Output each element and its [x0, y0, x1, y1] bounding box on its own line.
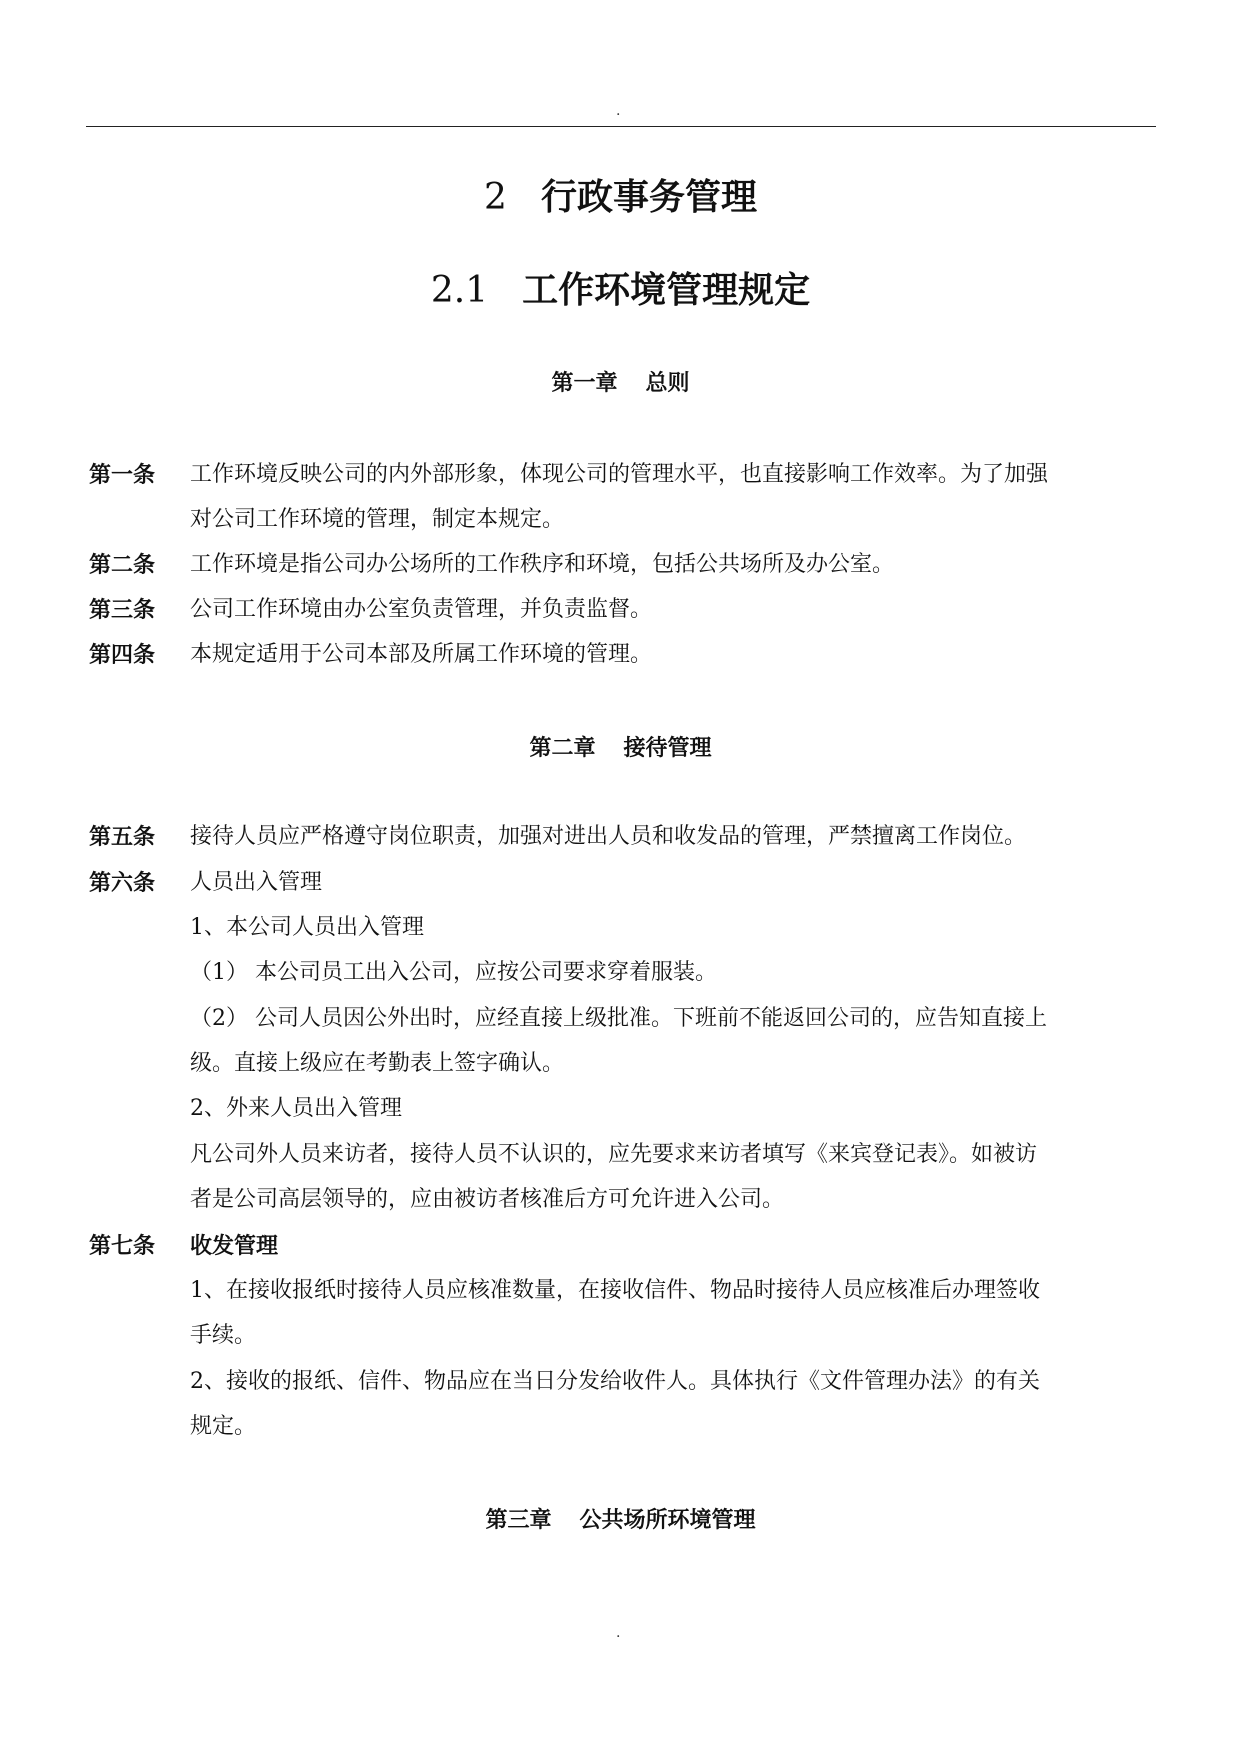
paragraph: 2、接收的报纸、信件、物品应在当日分发给收件人。具体执行《文件管理办法》的有关 [190, 1369, 1040, 1394]
page-title [0, 175, 1241, 220]
title-text: 行政事务管理 [540, 176, 757, 218]
paragraph: 凡公司外人员来访者，接待人员不认识的，应先要求来访者填写《来宾登记表》。如被访 [190, 1142, 1038, 1167]
article-label: 第七条 [89, 1233, 156, 1259]
chapter-label: 第二章 [529, 735, 596, 761]
article-text: 本规定适用于公司本部及所属工作环境的管理。 [190, 642, 653, 667]
article-text: 收发管理 [190, 1233, 279, 1259]
chapter-label: 第一章 [551, 370, 618, 396]
article-label: 第六条 [89, 870, 156, 896]
list-item: （2） 公司人员因公外出时，应经直接上级批准。下班前不能返回公司的，应告知直接上 [190, 1006, 1047, 1031]
subtitle-text: 工作环境管理规定 [522, 269, 811, 311]
article-label: 第三条 [89, 597, 156, 623]
paragraph: 者是公司高层领导的，应由被访者核准后方可允许进入公司。 [190, 1187, 785, 1212]
article-text: 对公司工作环境的管理，制定本规定。 [190, 507, 565, 532]
sub-heading: 2、外来人员出入管理 [190, 1096, 402, 1121]
article-text: 工作环境反映公司的内外部形象，体现公司的管理水平，也直接影响工作效率。为了加强 [190, 462, 1049, 487]
article-label: 第一条 [89, 462, 156, 488]
list-item-continued: 级。直接上级应在考勤表上签字确认。 [190, 1051, 565, 1076]
sub-heading: 1、本公司人员出入管理 [190, 915, 424, 940]
chapter-heading [0, 733, 1241, 763]
chapter-title: 总则 [645, 370, 690, 396]
article-text: 接待人员应严格遵守岗位职责，加强对进出人员和收发品的管理，严禁擅离工作岗位。 [190, 824, 1027, 849]
article-text: 公司工作环境由办公室负责管理，并负责监督。 [190, 597, 653, 622]
article-label: 第四条 [89, 642, 156, 668]
chapter-heading [0, 368, 1241, 398]
paragraph: 1、在接收报纸时接待人员应核准数量，在接收信件、物品时接待人员应核准后办理签收 [190, 1278, 1040, 1303]
footer-mark: . [616, 1625, 621, 1641]
title-number: 2 [484, 177, 507, 218]
chapter-title: 接待管理 [623, 735, 712, 761]
paragraph: 规定。 [190, 1414, 257, 1439]
chapter-heading [0, 1505, 1241, 1535]
section-title [0, 268, 1241, 313]
article-label: 第五条 [89, 824, 156, 850]
list-item: （1） 本公司员工出入公司，应按公司要求穿着服装。 [190, 960, 717, 985]
article-text: 工作环境是指公司办公场所的工作秩序和环境，包括公共场所及办公室。 [190, 552, 895, 577]
header-mark: . [616, 103, 621, 119]
paragraph: 手续。 [190, 1323, 257, 1348]
subtitle-number: 2.1 [430, 270, 489, 311]
header-rule [86, 126, 1156, 127]
article-label: 第二条 [89, 552, 156, 578]
article-text: 人员出入管理 [190, 870, 323, 895]
chapter-label: 第三章 [485, 1507, 552, 1533]
chapter-title: 公共场所环境管理 [579, 1507, 756, 1533]
